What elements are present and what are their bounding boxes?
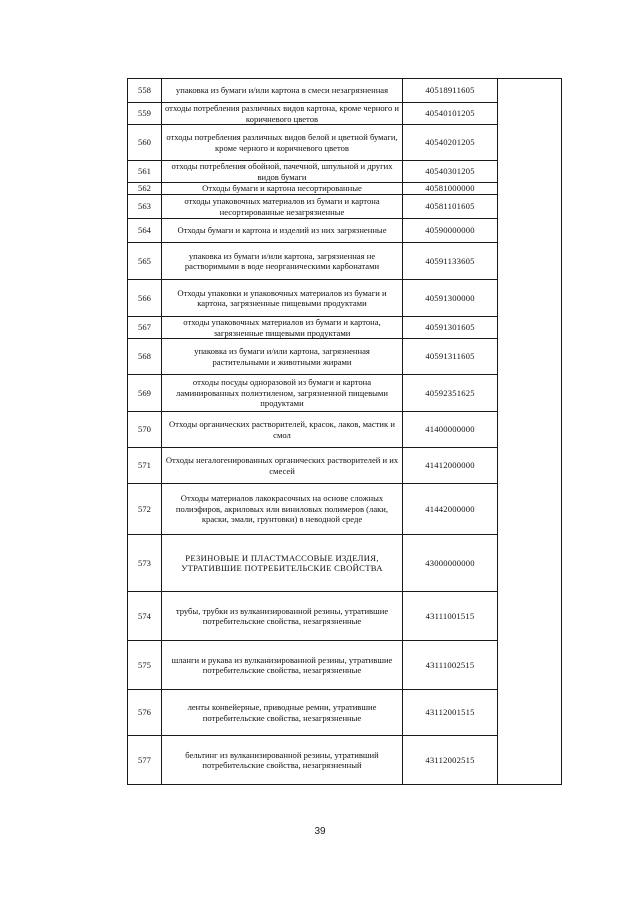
section-heading: РЕЗИНОВЫЕ И ПЛАСТМАССОВЫЕ ИЗДЕЛИЯ, УТРАТИВШИЕ ПОТРЕБИТЕЛЬСКИЕ СВОЙСТВА (162, 535, 403, 592)
table-row (128, 219, 562, 243)
waste-code: 40590000000 (403, 219, 498, 243)
row-number: 574 (128, 592, 162, 641)
row-number: 563 (128, 195, 162, 219)
row-number: 576 (128, 690, 162, 736)
table-row (128, 243, 562, 280)
waste-name: ленты конвейерные, приводные ремни, утратившие потребительские свойства, незагрязненные (162, 690, 403, 736)
row-number: 568 (128, 339, 162, 375)
waste-code: 40581101605 (403, 195, 498, 219)
waste-code: 41400000000 (403, 412, 498, 448)
waste-registry-table (127, 78, 562, 785)
row-number: 560 (128, 125, 162, 161)
waste-name: отходы потребления различных видов картона, кроме черного и коричневого цветов (162, 103, 403, 125)
waste-code: 40581000000 (403, 183, 498, 195)
waste-name: Отходы упаковки и упаковочных материалов из бумаги и картона, загрязненные пищевыми продуктами (162, 280, 403, 317)
table-row (128, 195, 562, 219)
waste-name: Отходы бумаги и картона и изделий из них загрязненные (162, 219, 403, 243)
table-row (128, 79, 562, 103)
table-row (128, 183, 562, 195)
row-number: 569 (128, 375, 162, 412)
waste-code: 43112002515 (403, 736, 498, 785)
waste-code: 40592351625 (403, 375, 498, 412)
row-number: 565 (128, 243, 162, 280)
row-number: 564 (128, 219, 162, 243)
row-number: 559 (128, 103, 162, 125)
waste-name: трубы, трубки из вулканизированной резины, утратившие потребительские свойства, незагрязненные (162, 592, 403, 641)
table-row (128, 535, 562, 592)
waste-name: Отходы органических растворителей, красок, лаков, мастик и смол (162, 412, 403, 448)
table-row (128, 339, 562, 375)
waste-name: Отходы негалогенированных органических растворителей и их смесей (162, 448, 403, 484)
waste-code: 40591300000 (403, 280, 498, 317)
waste-code: 43111001515 (403, 592, 498, 641)
waste-code: 43112001515 (403, 690, 498, 736)
table-row (128, 375, 562, 412)
waste-name: бельтинг из вулканизированной резины, утративший потребительские свойства, незагрязненный (162, 736, 403, 785)
row-number: 567 (128, 317, 162, 339)
waste-name: упаковка из бумаги и/или картона, загрязненная не растворимыми в воде неорганическими карбонатами (162, 243, 403, 280)
waste-name: упаковка из бумаги и/или картона, загрязненная растительными и животными жирами (162, 339, 403, 375)
row-number: 573 (128, 535, 162, 592)
waste-name: упаковка из бумаги и/или картона в смеси незагрязненная (162, 79, 403, 103)
row-number: 561 (128, 161, 162, 183)
table-row (128, 317, 562, 339)
waste-name: шланги и рукава из вулканизированной резины, утратившие потребительские свойства, незагрязненные (162, 641, 403, 690)
table-row (128, 484, 562, 535)
row-number: 558 (128, 79, 162, 103)
table-row (128, 412, 562, 448)
waste-code: 40591311605 (403, 339, 498, 375)
empty-column (498, 79, 562, 785)
waste-name: Отходы материалов лакокрасочных на основе сложных полиэфиров, акриловых или виниловых полимеров (лаки, краски, эмали, грунтовки) в неводной среде (162, 484, 403, 535)
waste-code: 40591301605 (403, 317, 498, 339)
waste-code: 40540301205 (403, 161, 498, 183)
table-row (128, 641, 562, 690)
waste-name: отходы потребления обойной, пачечной, шпульной и других видов бумаги (162, 161, 403, 183)
page-number: 39 (314, 826, 326, 837)
table-row (128, 448, 562, 484)
table-row (128, 736, 562, 785)
waste-code: 40591133605 (403, 243, 498, 280)
table-row (128, 161, 562, 183)
waste-name: отходы упаковочных материалов из бумаги и картона, загрязненные пищевыми продуктами (162, 317, 403, 339)
waste-code: 40540201205 (403, 125, 498, 161)
row-number: 566 (128, 280, 162, 317)
table-row (128, 125, 562, 161)
row-number: 571 (128, 448, 162, 484)
waste-code: 40518911605 (403, 79, 498, 103)
row-number: 570 (128, 412, 162, 448)
row-number: 562 (128, 183, 162, 195)
waste-name: отходы посуды одноразовой из бумаги и картона ламинированных полиэтиленом, загрязненной пищевыми продуктами (162, 375, 403, 412)
waste-name: отходы потребления различных видов белой и цветной бумаги, кроме черного и коричневого цветов (162, 125, 403, 161)
table-row (128, 690, 562, 736)
table-row (128, 280, 562, 317)
waste-name: отходы упаковочных материалов из бумаги и картона несортированные незагрязненные (162, 195, 403, 219)
row-number: 572 (128, 484, 162, 535)
waste-code: 40540101205 (403, 103, 498, 125)
waste-code: 41412000000 (403, 448, 498, 484)
row-number: 575 (128, 641, 162, 690)
registry-table-body (128, 79, 562, 785)
waste-code: 41442000000 (403, 484, 498, 535)
table-row (128, 103, 562, 125)
row-number: 577 (128, 736, 162, 785)
waste-code: 43000000000 (403, 535, 498, 592)
waste-code: 43111002515 (403, 641, 498, 690)
table-row (128, 592, 562, 641)
waste-name: Отходы бумаги и картона несортированные (162, 183, 403, 195)
